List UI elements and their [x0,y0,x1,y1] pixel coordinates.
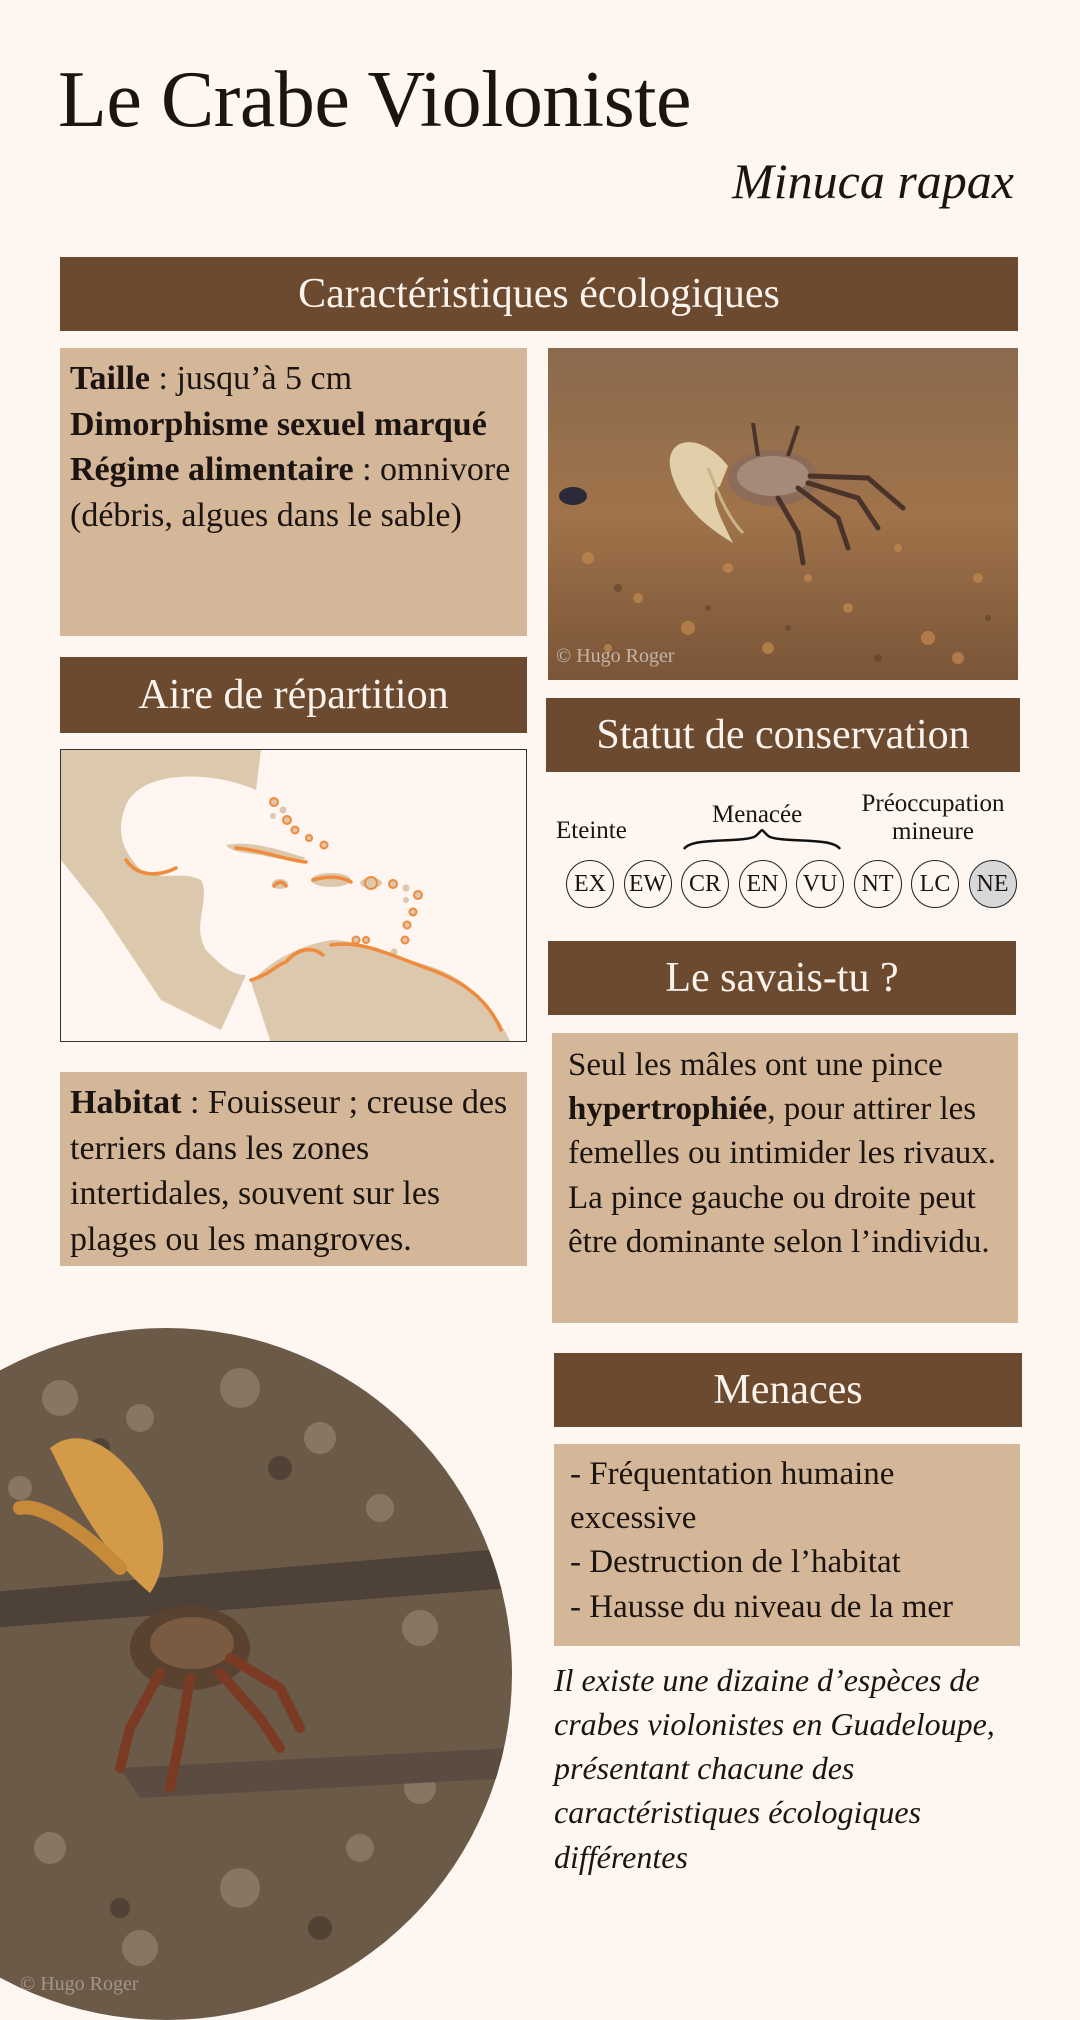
crab-photo-bottom-image [0,1328,512,2020]
diet-value: : omnivore (débris, algues dans le sable) [70,451,511,534]
size-label: Taille [70,360,150,397]
ecology-heading: Caractéristiques écologiques [60,257,1018,331]
conservation-scale [546,785,1020,915]
did-you-know-bold: hypertrophiée [568,1091,768,1128]
habitat-label: Habitat [70,1084,182,1121]
threatened-brace [682,829,842,853]
photo-bottom-credit: © Hugo Roger [20,1973,139,1995]
diet-label: Régime alimentaire [70,451,354,489]
did-you-know-heading: Le savais-tu ? [548,941,1016,1015]
status-lc: LC [911,860,959,908]
conservation-heading: Statut de conservation [546,698,1020,772]
habitat-text: : Fouisseur ; creuse des terriers dans les zones intertidales, souvent sur les plages ou les mangroves. [70,1084,508,1258]
page-title: Le Crabe Violoniste [58,56,691,144]
status-circles [546,860,1020,910]
did-you-know-text-2: , pour attirer les femelles ou intimider les rivaux. La pince gauche ou droite peut être dominante selon l’individu. [568,1091,996,1260]
dimorphism-text: Dimorphisme sexuel marqué [70,405,487,443]
status-en: EN [739,860,787,908]
size-value: : jusqu’à 5 cm [150,360,353,397]
status-ew: EW [624,860,672,908]
crab-photo-top-image [548,348,1018,680]
status-nt: NT [854,860,902,908]
photo-top-credit: © Hugo Roger [556,645,675,667]
threatened-label: Menacée [712,801,803,828]
threats-heading: Menaces [554,1353,1022,1427]
status-vu: VU [796,860,844,908]
ecology-panel [60,348,527,636]
crab-photo-bottom [0,1328,512,2020]
extinct-label: Eteinte [556,817,627,844]
least-concern-label: Préoccupation mineure [861,790,1005,845]
crab-photo-top [548,348,1018,680]
threats-panel [554,1444,1020,1646]
range-map [60,749,527,1042]
habitat-panel [60,1072,527,1266]
threat-item: - Hausse du niveau de la mer [570,1588,954,1625]
threat-item: - Destruction de l’habitat [570,1544,901,1581]
status-ex: EX [566,860,614,908]
did-you-know-panel [552,1033,1018,1323]
caribbean-map [61,750,527,1042]
threat-item: - Fréquentation humaine excessive [570,1456,895,1537]
scientific-name: Minuca rapax [732,153,1014,209]
status-ne: NE [969,860,1017,908]
did-you-know-text-1: Seul les mâles ont une pince [568,1047,943,1083]
status-cr: CR [681,860,729,908]
footnote: Il existe une dizaine d’espèces de crabes violonistes en Guadeloupe, présentant chacune des caractéristiques écologiques différentes [554,1662,995,1875]
range-heading: Aire de répartition [60,657,527,733]
